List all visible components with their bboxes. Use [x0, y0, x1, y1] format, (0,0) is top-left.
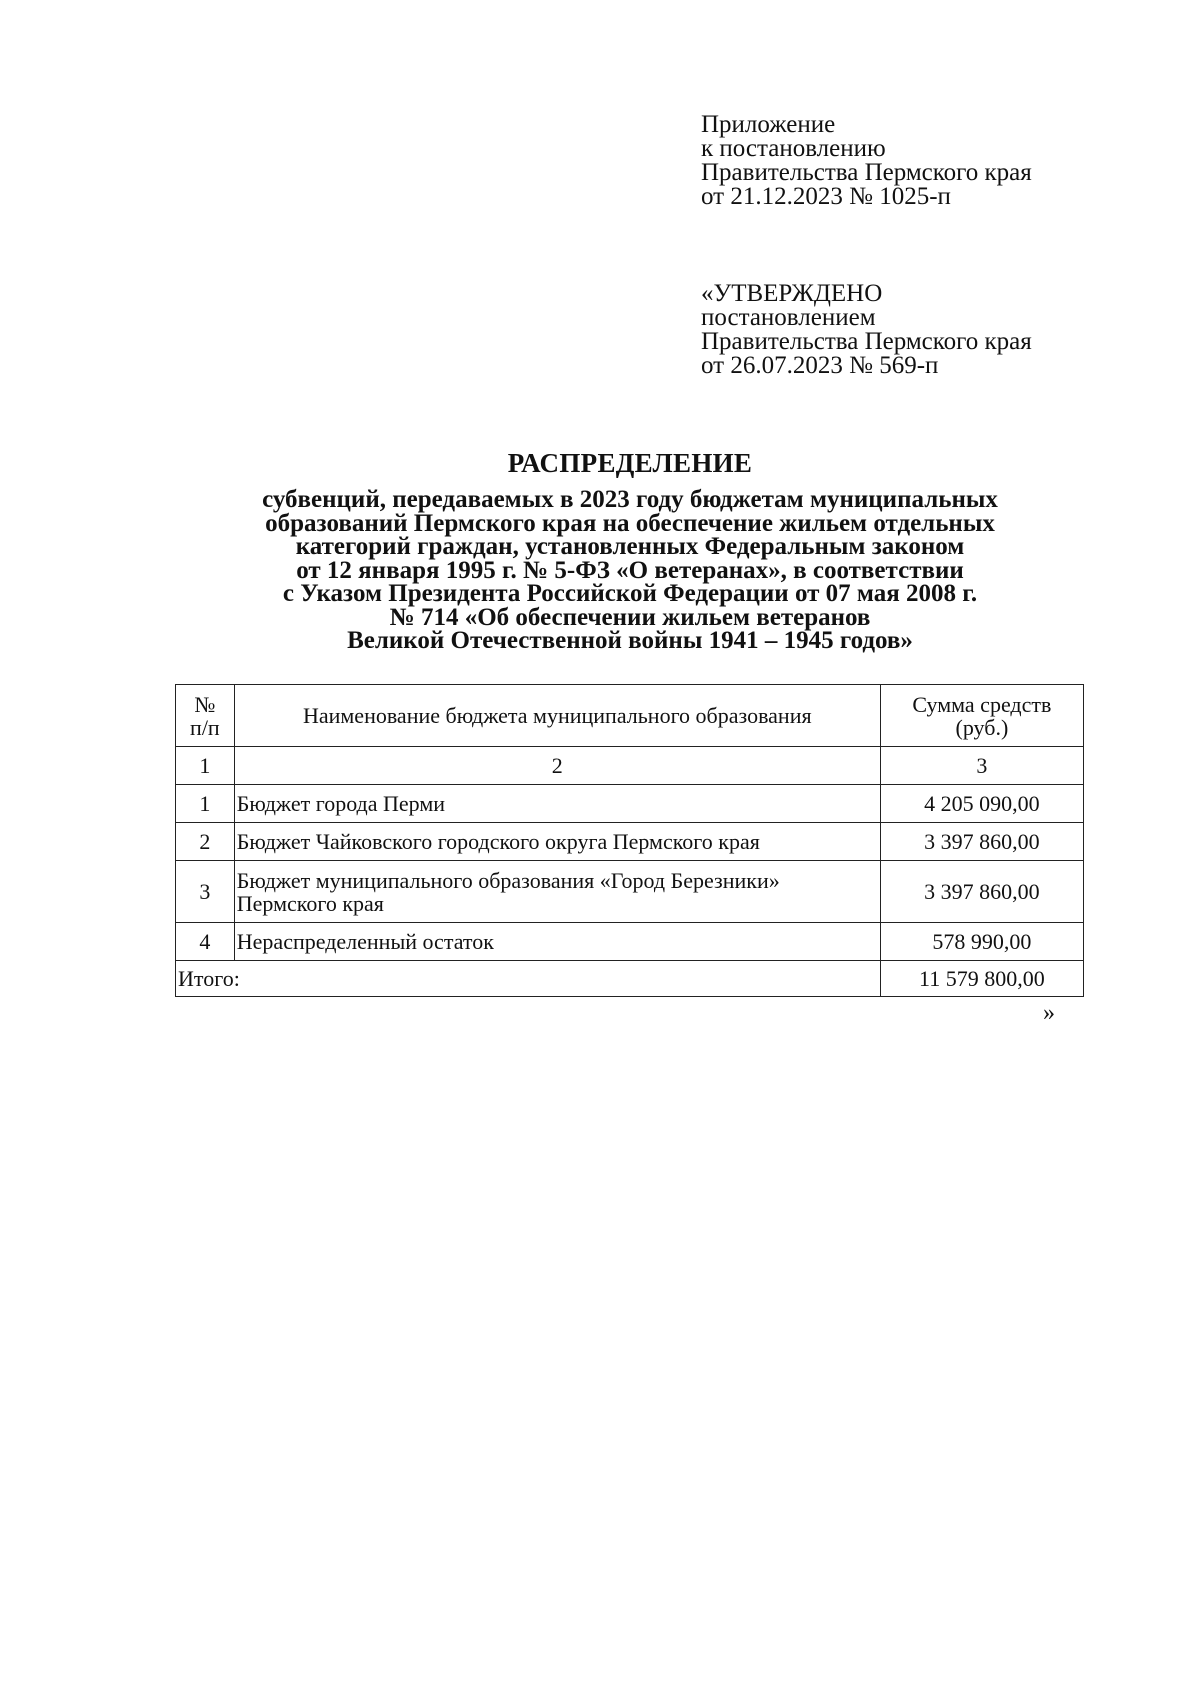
header-num-cell — [176, 685, 235, 747]
subtitle-line: субвенций, передаваемых в 2023 году бюджетам муниципальных — [262, 486, 998, 513]
subtitle-line: Великой Отечественной войны 1941 – 1945 годов» — [347, 627, 913, 654]
index-cell: 1 — [176, 747, 235, 785]
table-row — [176, 785, 1084, 823]
row-name-cell: Нераспределенный остаток — [234, 923, 880, 961]
subtitle-line: категорий граждан, установленных Федеральным законом — [295, 533, 965, 560]
attachment-line: Правительства Пермского края — [701, 159, 1032, 186]
row-sum-cell: 4 205 090,00 — [880, 785, 1083, 823]
total-sum-cell: 11 579 800,00 — [880, 961, 1083, 997]
row-num-cell: 1 — [176, 785, 235, 823]
header-name-cell: Наименование бюджета муниципального образования — [234, 685, 880, 747]
index-cell: 3 — [880, 747, 1083, 785]
table-row — [176, 923, 1084, 961]
header-sum-cell — [880, 685, 1083, 747]
approved-line: от 26.07.2023 № 569-п — [701, 352, 939, 379]
table-total-row — [176, 961, 1084, 997]
index-cell: 2 — [234, 747, 880, 785]
subtitle-line: от 12 января 1995 г. № 5-ФЗ «О ветеранах», в соответствии — [296, 556, 964, 584]
row-sum-cell: 3 397 860,00 — [880, 861, 1083, 923]
approved-line: «УТВЕРЖДЕНО — [701, 280, 883, 307]
approved-line: постановлением — [701, 304, 876, 331]
attachment-line: к постановлению — [701, 135, 886, 162]
header-sum-line1: Сумма средств — [912, 691, 1052, 717]
closing-quote: » — [1043, 1000, 1055, 1026]
row-name-cell — [234, 861, 880, 923]
table-index-row — [176, 747, 1084, 785]
row-sum-cell: 578 990,00 — [880, 923, 1083, 961]
attachment-line: от 21.12.2023 № 1025-п — [701, 183, 951, 210]
row-num-cell: 2 — [176, 823, 235, 861]
attachment-block — [701, 113, 1161, 209]
distribution-table — [175, 684, 1084, 997]
approved-block — [701, 282, 1161, 378]
row-name-line: Пермского края — [236, 890, 384, 916]
row-name-cell: Бюджет города Перми — [234, 785, 880, 823]
subtitle-line: № 714 «Об обеспечении жильем ветеранов — [389, 603, 871, 631]
approved-line: Правительства Пермского края — [701, 328, 1032, 355]
row-num-cell: 3 — [176, 861, 235, 923]
header-num-line2: п/п — [190, 714, 220, 740]
document-title: РАСПРЕДЕЛЕНИЕ — [507, 448, 753, 478]
row-num-cell: 4 — [176, 923, 235, 961]
table-header-row — [176, 685, 1084, 747]
header-num-line1: № — [194, 691, 216, 717]
total-label-cell: Итого: — [176, 961, 881, 997]
row-name-cell: Бюджет Чайковского городского округа Пермского края — [234, 823, 880, 861]
document-subtitle — [160, 488, 1100, 653]
subtitle-line: с Указом Президента Российской Федерации от 07 мая 2008 г. — [282, 580, 978, 607]
table-row — [176, 823, 1084, 861]
row-name-line: Бюджет муниципального образования «Город Березники» — [236, 867, 780, 893]
attachment-line: Приложение — [701, 111, 836, 138]
row-sum-cell: 3 397 860,00 — [880, 823, 1083, 861]
table-row — [176, 861, 1084, 923]
header-sum-line2: (руб.) — [955, 714, 1009, 740]
subtitle-line: образований Пермского края на обеспечение жильем отдельных — [265, 509, 995, 537]
